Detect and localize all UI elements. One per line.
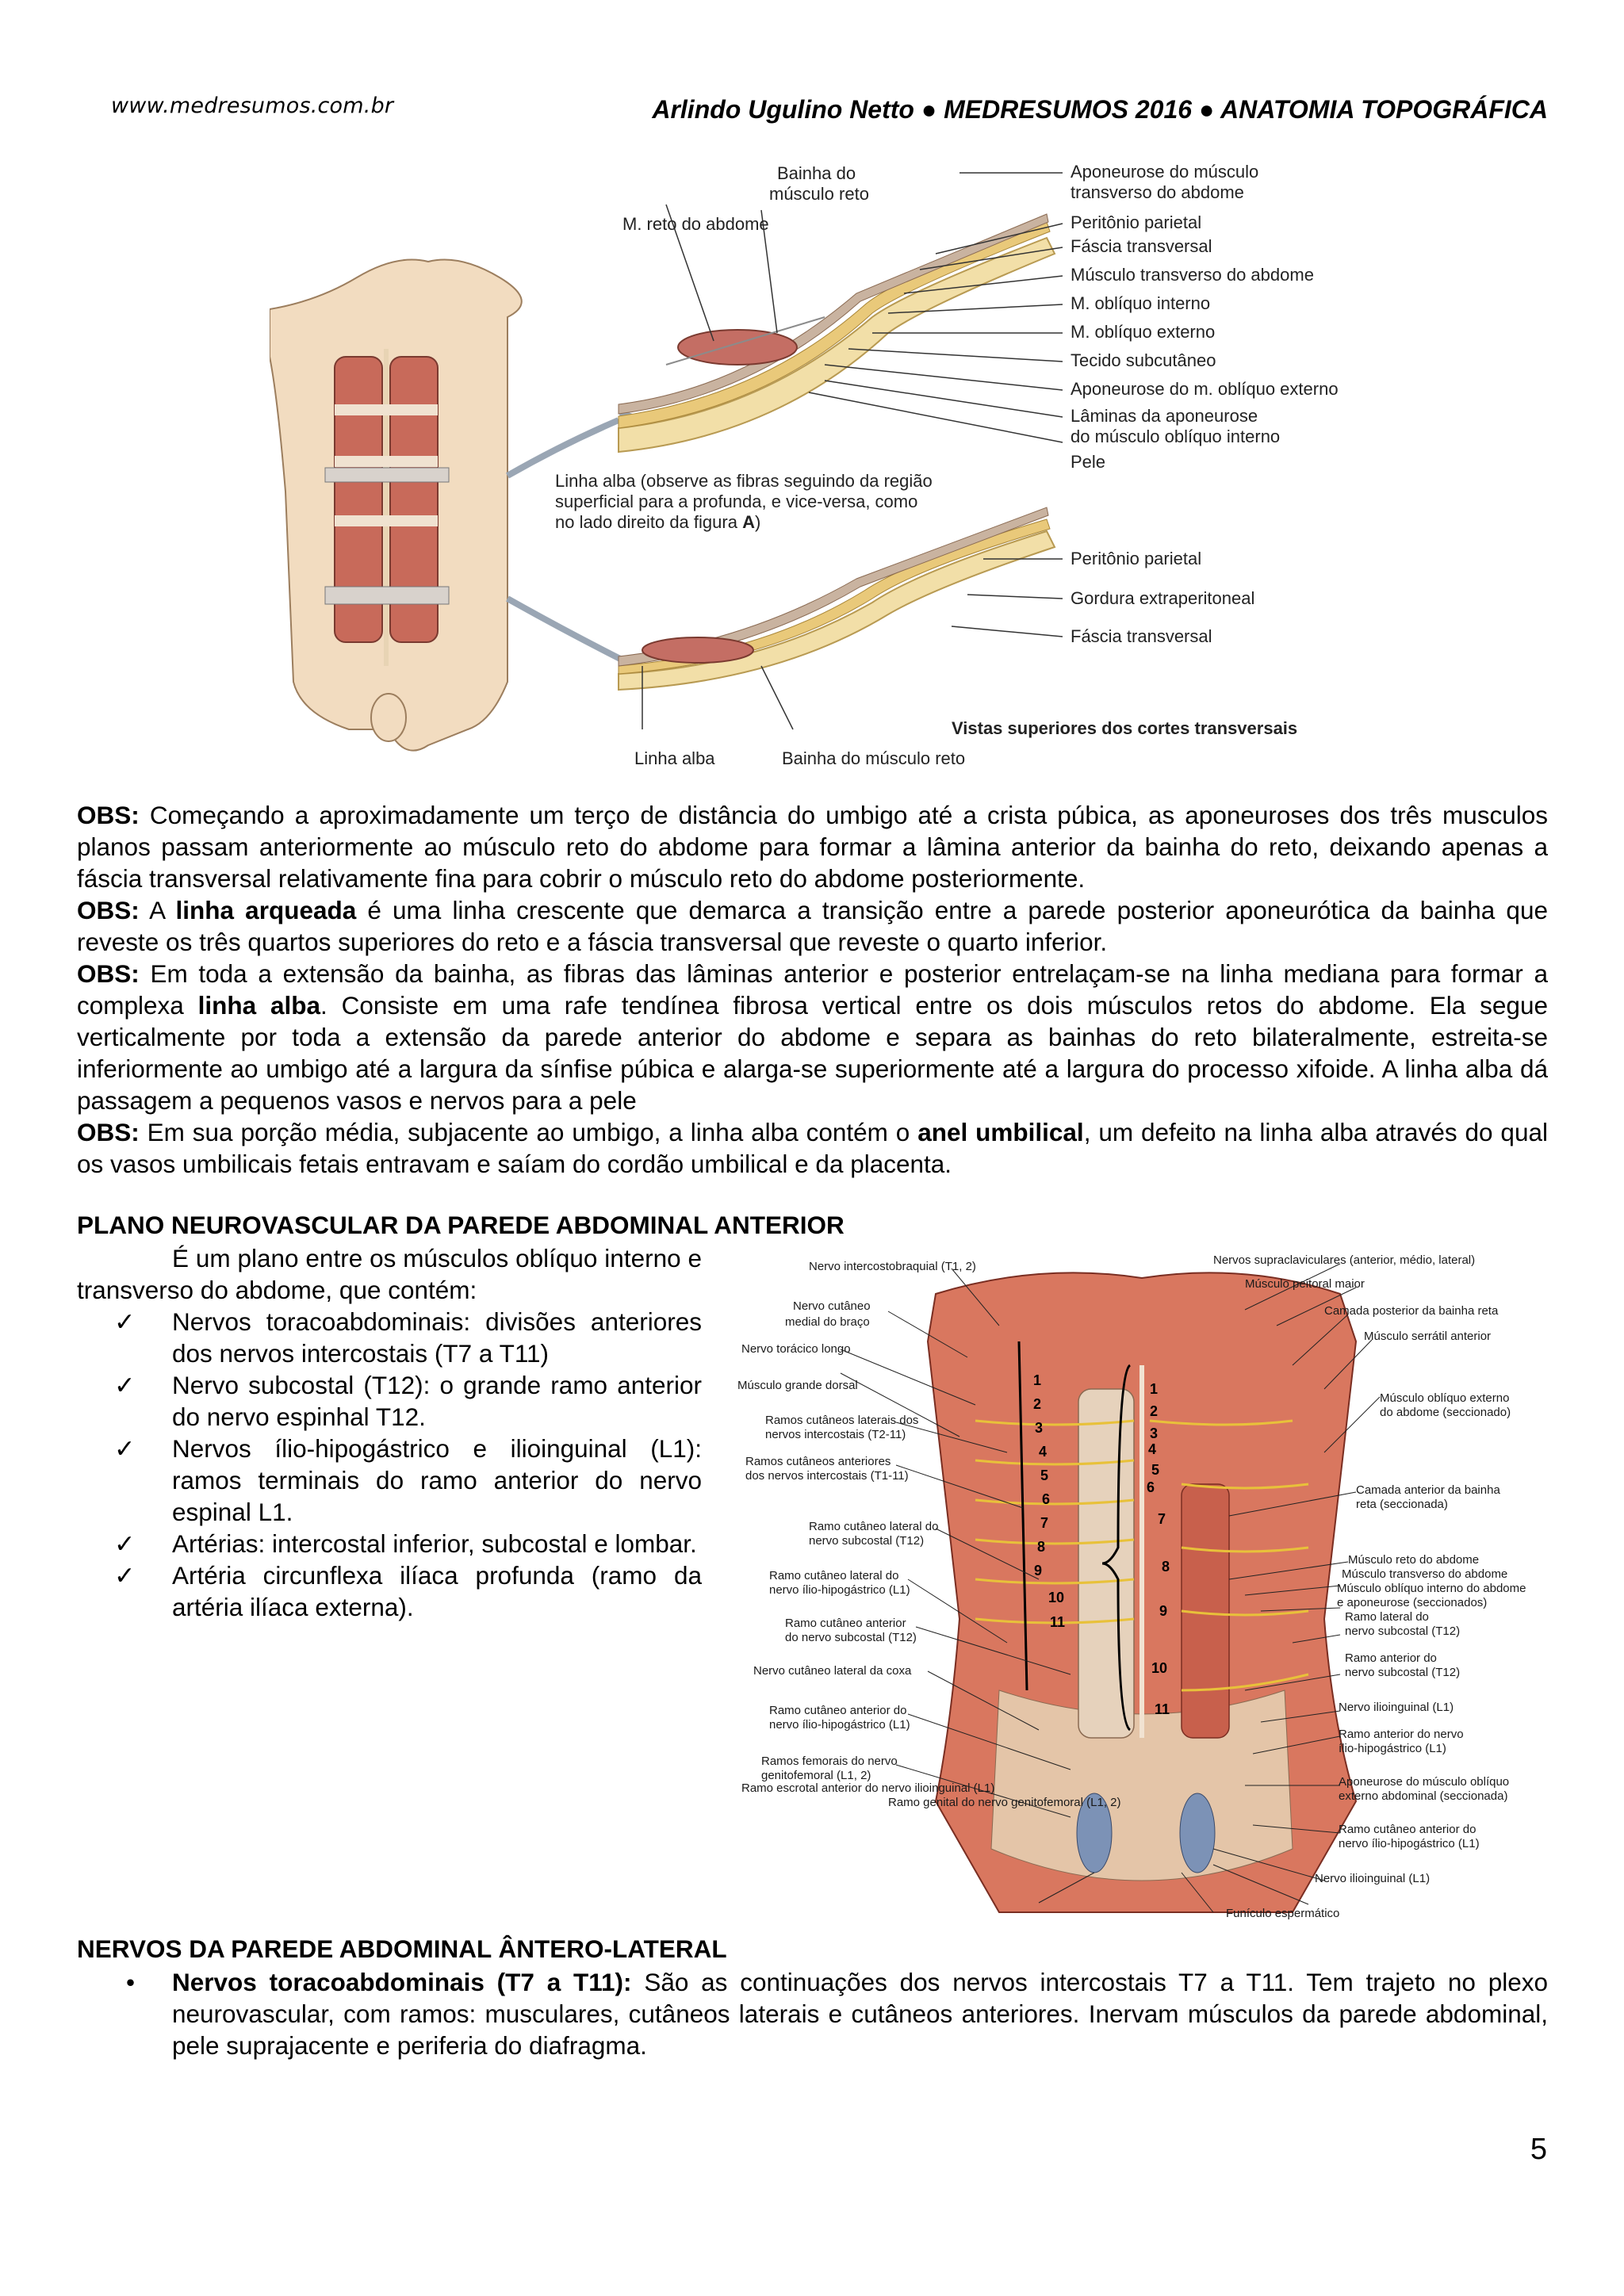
label-r15a: Ramo cutâneo anterior do <box>1339 1823 1477 1836</box>
list-item: ✓ Nervo subcostal (T12): o grande ramo anterior do nervo espinhal T12. <box>114 1371 702 1431</box>
label-r13b: ílio-hipogástrico (L1) <box>1339 1742 1446 1755</box>
list-item: ✓ Artéria circunflexa ilíaca profunda (ramo da artéria ilíaca externa). <box>114 1561 702 1621</box>
check-icon: ✓ <box>114 1371 136 1399</box>
obs-paragraphs <box>77 799 1548 1180</box>
lower-section-drawing <box>619 507 1055 690</box>
right-number: 6 <box>1147 1479 1155 1495</box>
label-fascia-2: Fáscia transversal <box>1071 626 1212 646</box>
label-fascia-1: Fáscia transversal <box>1071 236 1212 256</box>
label-laminas-2: do músculo oblíquo interno <box>1071 427 1281 446</box>
label-l11a: Ramo cutâneo anterior do <box>769 1704 907 1717</box>
right-number: 5 <box>1151 1462 1160 1478</box>
label-r13a: Ramo anterior do nervo <box>1339 1728 1464 1741</box>
label-r14b: externo abdominal (seccionada) <box>1339 1789 1508 1803</box>
label-r8: Músculo transverso do abdome <box>1342 1567 1508 1581</box>
label-aponeurose-transverso-1: Aponeurose do músculo <box>1071 162 1259 182</box>
section2-body <box>77 1966 1548 2061</box>
label-l7b: nervo subcostal (T12) <box>809 1534 925 1548</box>
label-l5a: Ramos cutâneos laterais dos <box>765 1414 919 1427</box>
label-subcutaneo: Tecido subcutâneo <box>1071 350 1216 370</box>
label-l12a: Ramos femorais do nervo <box>761 1755 898 1768</box>
label-peritonio-1: Peritônio parietal <box>1071 212 1202 232</box>
check-icon: ✓ <box>114 1434 136 1463</box>
label-l3: Nervo torácico longo <box>741 1342 851 1356</box>
label-aponeurose-transverso-2: transverso do abdome <box>1071 182 1244 202</box>
label-r6a: Camada anterior da bainha <box>1356 1483 1500 1497</box>
page-number: 5 <box>1530 2133 1547 2166</box>
section-title-nervos: NERVOS DA PAREDE ABDOMINAL ÂNTERO-LATERAL <box>77 1934 727 1963</box>
section1-intro: É um plano entre os músculos oblíquo interno e transverso do abdome, que contém: <box>77 1244 702 1304</box>
label-r17: Funículo espermático <box>1226 1907 1340 1920</box>
label-l5b: nervos intercostais (T2-11) <box>765 1428 906 1441</box>
bullet-icon: • <box>126 1968 136 1996</box>
label-pele: Pele <box>1071 452 1106 472</box>
obs-paragraph-3: OBS: Em toda a extensão da bainha, as fibras das lâminas anterior e posterior entrelaçam-se na linha mediana para formar a complexa linha alba. Consiste em uma rafe tendínea fibrosa vertical entre os dois músculos retos do abdome. Ela segue verticalmente por toda a extensão da parede anterior do abdome e separa as bainhas do reto bilateralmente, estreita-se inferiormente ao umbigo até a largura da sínfise púbica e alarga-se superiormente até a largura do processo xifoide. A linha alba dá passagem a pequenos vasos e nervos para a pele <box>77 959 1548 1115</box>
label-laminas-1: Lâminas da aponeurose <box>1071 406 1258 426</box>
section2-list <box>77 1966 1548 2061</box>
left-number: 11 <box>1050 1614 1066 1630</box>
list-item: ✓ Nervos toracoabdominais: divisões anteriores dos nervos intercostais (T7 a T11) <box>114 1307 702 1368</box>
label-bainha-reto-1: Bainha do <box>777 163 856 183</box>
left-number: 3 <box>1035 1420 1044 1436</box>
left-number: 4 <box>1039 1444 1048 1460</box>
left-number: 10 <box>1048 1590 1065 1605</box>
label-r11b: nervo subcostal (T12) <box>1345 1666 1461 1679</box>
right-number: 11 <box>1155 1701 1170 1717</box>
label-l12b: genitofemoral (L1, 2) <box>761 1769 871 1782</box>
label-l2a: Nervo cutâneo <box>793 1299 871 1313</box>
label-r11a: Ramo anterior do <box>1345 1651 1437 1665</box>
label-r6b: reta (seccionada) <box>1356 1498 1448 1511</box>
label-obliquo-interno: M. oblíquo interno <box>1071 293 1211 313</box>
check-icon: ✓ <box>114 1529 136 1558</box>
right-number: 1 <box>1150 1381 1159 1397</box>
label-l4: Músculo grande dorsal <box>737 1379 858 1392</box>
figure-abdominal-wall-nerves <box>737 1246 1546 1924</box>
label-linha-alba-note-3: no lado direito da figura A) <box>555 512 761 532</box>
label-r14a: Aponeurose do músculo oblíquo <box>1339 1775 1510 1789</box>
label-r3: Camada posterior da bainha reta <box>1324 1304 1499 1318</box>
label-linha-alba-note-1: Linha alba (observe as fibras seguindo da região <box>555 471 933 491</box>
check-icon: ✓ <box>114 1561 136 1590</box>
website-url: www.medresumos.com.br <box>111 94 394 118</box>
label-r7: Músculo reto do abdome <box>1348 1553 1480 1567</box>
left-number: 9 <box>1034 1563 1043 1578</box>
label-aponeurose-obliquo-ext: Aponeurose do m. oblíquo externo <box>1071 379 1339 399</box>
label-l1: Nervo intercostobraquial (T1, 2) <box>809 1260 976 1273</box>
obs-paragraph-2: OBS: A linha arqueada é uma linha crescente que demarca a transição entre a parede posterior aponeurótica da bainha que reveste os três quartos superiores do reto e a fáscia transversal que reveste o quarto inferior. <box>77 896 1548 956</box>
list-item: ✓ Nervos ílio-hipogástrico e ilioinguinal (L1): ramos terminais do ramo anterior do nervo espinal L1. <box>114 1434 702 1526</box>
label-vistas: Vistas superiores dos cortes transversais <box>952 718 1298 738</box>
label-r5b: do abdome (seccionado) <box>1380 1406 1511 1419</box>
label-r9b: e aponeurose (seccionados) <box>1337 1596 1488 1609</box>
list-item: ✓ Artérias: intercostal inferior, subcostal e lombar. <box>114 1529 697 1558</box>
torso-dissection-drawing <box>928 1272 1356 1912</box>
label-r9a: Músculo oblíquo interno do abdome <box>1337 1582 1526 1595</box>
figure-rectus-sheath-sections <box>270 159 1380 777</box>
label-gordura: Gordura extraperitoneal <box>1071 588 1255 608</box>
label-r2: Músculo peitoral maior <box>1245 1277 1365 1291</box>
label-l9b: do nervo subcostal (T12) <box>785 1631 917 1644</box>
right-number: 10 <box>1151 1660 1168 1676</box>
label-r10a: Ramo lateral do <box>1345 1610 1429 1624</box>
label-bainha-reto-bottom: Bainha do músculo reto <box>782 748 966 768</box>
label-r15b: nervo ílio-hipogástrico (L1) <box>1339 1837 1480 1850</box>
label-r1: Nervos supraclaviculares (anterior, médio, lateral) <box>1213 1253 1476 1267</box>
label-r10b: nervo subcostal (T12) <box>1345 1624 1461 1638</box>
label-r12: Nervo ilioinguinal (L1) <box>1339 1701 1454 1714</box>
label-l11b: nervo ílio-hipogástrico (L1) <box>769 1718 910 1732</box>
check-icon: ✓ <box>114 1307 136 1336</box>
label-r4: Músculo serrátil anterior <box>1364 1330 1492 1343</box>
section-title-plano-neurovascular: PLANO NEUROVASCULAR DA PAREDE ABDOMINAL ANTERIOR <box>77 1211 845 1239</box>
label-l2b: medial do braço <box>785 1315 870 1329</box>
label-bainha-reto-2: músculo reto <box>769 184 869 204</box>
label-linha-alba-note-2: superficial para a profunda, e vice-versa, como <box>555 492 918 511</box>
section1-body <box>77 1242 702 1623</box>
right-number: 2 <box>1150 1403 1159 1419</box>
label-l8b: nervo ílio-hipogástrico (L1) <box>769 1583 910 1597</box>
left-number: 8 <box>1037 1539 1046 1555</box>
label-l6a: Ramos cutâneos anteriores <box>745 1455 891 1468</box>
label-obliquo-externo: M. oblíquo externo <box>1071 322 1216 342</box>
label-reto-abdome: M. reto do abdome <box>622 214 769 234</box>
label-l10: Nervo cutâneo lateral da coxa <box>753 1664 912 1678</box>
running-head: Arlindo Ugulino Netto ● MEDRESUMOS 2016 ● ANATOMIA TOPOGRÁFICA <box>652 95 1548 124</box>
left-number: 2 <box>1033 1396 1042 1412</box>
left-number: 5 <box>1040 1468 1049 1483</box>
label-musculo-transverso: Músculo transverso do abdome <box>1071 265 1314 285</box>
right-number: 3 <box>1150 1425 1159 1441</box>
label-l14: Ramo genital do nervo genitofemoral (L1, 2) <box>888 1796 1121 1809</box>
right-number: 7 <box>1158 1511 1166 1527</box>
label-l7a: Ramo cutâneo lateral do <box>809 1520 939 1533</box>
left-number: 1 <box>1033 1372 1042 1388</box>
label-l13: Ramo escrotal anterior do nervo ilioinguinal (L1) <box>741 1781 995 1795</box>
label-r16: Nervo ilioinguinal (L1) <box>1315 1872 1431 1885</box>
right-number: 4 <box>1148 1441 1157 1457</box>
label-l6b: dos nervos intercostais (T1-11) <box>745 1469 909 1483</box>
label-linha-alba: Linha alba <box>634 748 715 768</box>
obs-paragraph-1: OBS: Começando a aproximadamente um terço de distância do umbigo até a crista púbica, as aponeuroses dos três musculos planos passam anteriormente ao músculo reto do abdome para formar a lâmina anterior da bainha do reto, deixando apenas a fáscia transversal relativamente fina para cobrir o músculo reto do abdome posteriormente. <box>77 801 1548 893</box>
label-l8a: Ramo cutâneo lateral do <box>769 1569 899 1582</box>
obs-paragraph-4: OBS: Em sua porção média, subjacente ao umbigo, a linha alba contém o anel umbilical, um defeito na linha alba através do qual os vasos umbilicais fetais entravam e saíam do cordão umbilical e da placenta. <box>77 1118 1548 1178</box>
label-r5a: Músculo oblíquo externo <box>1380 1391 1510 1405</box>
left-number: 7 <box>1040 1515 1049 1531</box>
label-l9a: Ramo cutâneo anterior <box>785 1617 906 1630</box>
section1-list <box>77 1306 702 1623</box>
label-peritonio-2: Peritônio parietal <box>1071 549 1202 568</box>
left-number: 6 <box>1042 1491 1051 1507</box>
list-item: • Nervos toracoabdominais (T7 a T11): São as continuações dos nervos intercostais T7 a T11. Tem trajeto no plexo neurovascular, com ramos: musculares, cutâneos laterais e cutâneos anteriores. Inervam músculos da parede abdominal, pele suprajacente e periferia do diafragma. <box>126 1968 1548 2060</box>
right-number: 8 <box>1162 1559 1170 1575</box>
right-number: 9 <box>1159 1603 1168 1619</box>
